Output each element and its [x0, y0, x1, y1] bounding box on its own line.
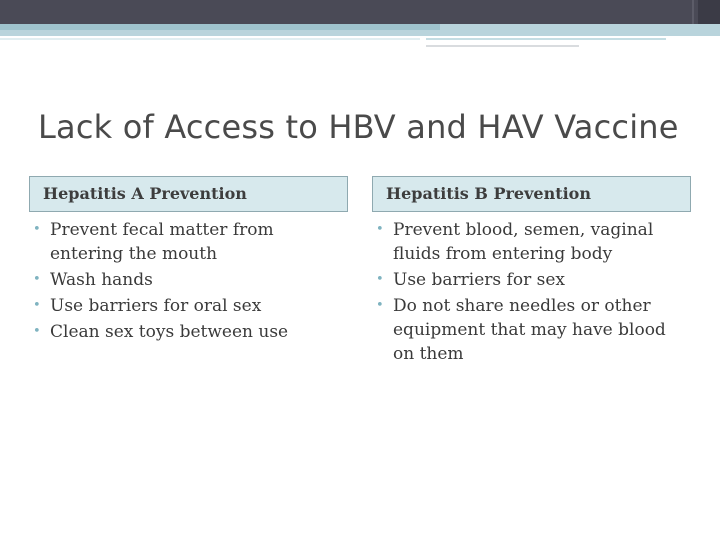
- list-item-text: Wash hands: [50, 270, 153, 290]
- list-item: [29, 218, 329, 266]
- list-item: [29, 320, 329, 344]
- top-bar-block: [698, 0, 720, 24]
- list-item: [29, 294, 329, 318]
- list-item-text: Prevent fecal matter from entering the mouth: [50, 220, 274, 264]
- list-item-text: Use barriers for sex: [393, 270, 565, 290]
- bullet-icon: •: [376, 298, 384, 313]
- list-item-text: Do not share needles or other equipment that may have blood on them: [393, 296, 666, 364]
- list-item-text: Use barriers for oral sex: [50, 296, 262, 316]
- list-item: [372, 294, 684, 366]
- list-item-text: Clean sex toys between use: [50, 322, 289, 342]
- accent-line: [426, 45, 579, 47]
- list-item: [372, 218, 684, 266]
- column-header-hepatitis-b: Hepatitis B Prevention: [372, 176, 691, 212]
- bullet-icon: •: [33, 272, 41, 287]
- slide-title: Lack of Access to HBV and HAV Vaccine: [38, 108, 679, 146]
- column-header-hepatitis-a: Hepatitis A Prevention: [29, 176, 348, 212]
- list-item: [372, 268, 684, 292]
- accent-line: [426, 38, 666, 40]
- bullet-icon: •: [376, 222, 384, 237]
- bullet-icon: •: [376, 272, 384, 287]
- bullet-icon: •: [33, 222, 41, 237]
- list-item: [29, 268, 329, 292]
- bullet-icon: •: [33, 298, 41, 313]
- bullet-list-hepatitis-a: [29, 218, 329, 346]
- bullet-icon: •: [33, 324, 41, 339]
- bullet-list-hepatitis-b: [372, 218, 684, 368]
- accent-line: [0, 38, 420, 40]
- accent-band-dark: [0, 24, 440, 30]
- top-bar-tick: [692, 0, 694, 24]
- top-bar: [0, 0, 720, 24]
- list-item-text: Prevent blood, semen, vaginal fluids from entering body: [393, 220, 654, 264]
